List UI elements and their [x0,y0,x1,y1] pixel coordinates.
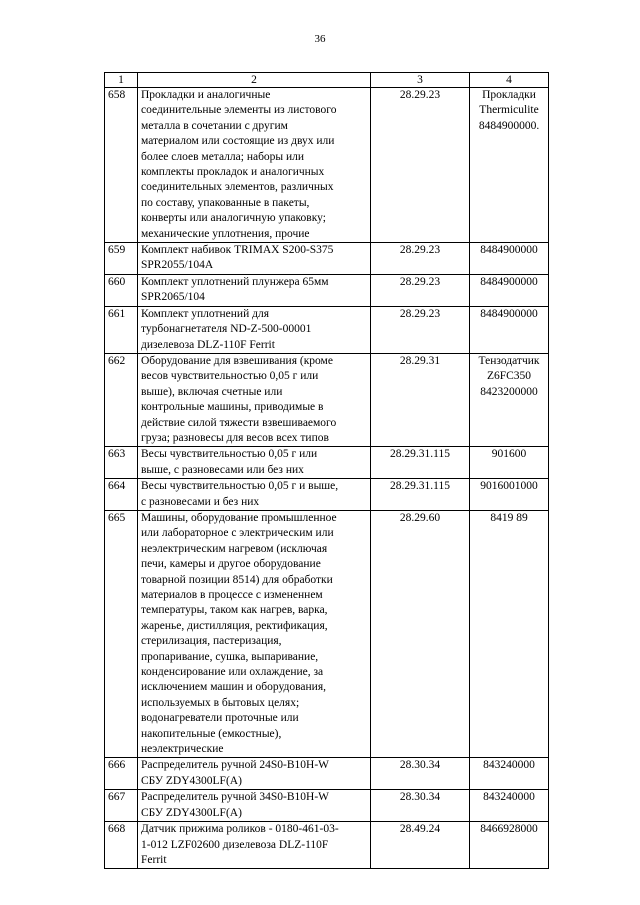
row-number: 663 [105,447,138,479]
row-description [138,88,371,243]
row-okpd-code-line: 28.29.60 [399,511,441,524]
header-cell-1: 1 [105,73,138,88]
row-description [138,822,371,869]
row-okpd-code-line: 28.30.34 [399,759,441,772]
row-description-line: накопительные (емкостные), [141,727,282,740]
row-okpd-code [371,88,470,243]
row-number: 658 [105,88,138,243]
row-description-line: SPR2055/104A [141,259,214,272]
row-description-line: выше), включая счетные или [141,385,283,398]
row-description-line: Комплект уплотнений для [141,307,269,320]
row-tnved-code [470,243,549,275]
row-tnved-code-line: 8484900000 [480,275,538,288]
row-number: 668 [105,822,138,869]
row-tnved-code-line: Z6FC350 [486,370,532,383]
row-description-line: товарной позиции 8514) для обработки [141,573,333,586]
row-tnved-code-line: Тензодатчик [478,354,540,367]
header-row [105,73,549,88]
row-description-line: материалом или состоящие из двух или [141,135,335,148]
row-description [138,447,371,479]
row-okpd-code-line: 28.29.31 [399,354,441,367]
row-number: 664 [105,479,138,511]
table-body [105,73,549,869]
row-description-line: соединительные элементы из листового [141,104,337,117]
row-number: 662 [105,353,138,446]
row-number: 666 [105,758,138,790]
row-okpd-code-line: 28.29.23 [399,89,441,101]
row-description-line: металла в сочетании с другим [141,119,288,132]
row-description [138,243,371,275]
row-description [138,353,371,446]
row-description-line: конденсирование или охлаждение, за [141,666,324,679]
row-description-line: Комплект уплотнений плунжера 65мм [141,275,329,288]
row-description-line: жаренье, дистилляция, ректификация, [141,619,328,632]
header-cell-3: 3 [371,73,470,88]
table-row [105,447,549,479]
row-description-line: Весы чувствительностью 0,05 г или [141,448,318,461]
row-description-line: выше, с разновесами или без них [141,463,304,476]
row-description-line: Прокладки и аналогичные [141,89,271,101]
row-tnved-code-line: 843240000 [483,759,535,772]
row-tnved-code [470,758,549,790]
row-tnved-code [470,822,549,869]
row-tnved-code [470,447,549,479]
row-description [138,479,371,511]
row-description-line: механические уплотнения, прочие [141,227,310,240]
row-description-line: СБУ ZDY4300LF(A) [141,774,242,787]
row-tnved-code [470,510,549,758]
row-okpd-code-line: 28.30.34 [399,791,441,804]
row-tnved-code-line: 9016001000 [480,480,538,493]
row-tnved-code [470,274,549,306]
row-description [138,790,371,822]
row-okpd-code [371,790,470,822]
row-okpd-code-line: 28.29.31.115 [390,480,450,493]
row-description-line: весов чувствительностью 0,05 г или [141,370,319,383]
row-tnved-code-line: 8484900000 [480,244,538,257]
row-okpd-code [371,447,470,479]
table-row [105,274,549,306]
row-description-line: комплекты прокладок и аналогичных [141,166,325,179]
row-tnved-code-line: 8423200000 [480,385,538,398]
row-tnved-code-line: Прокладки [482,89,536,101]
row-description-line: действие силой тяжести взвешиваемого [141,416,337,429]
header-cell-2: 2 [138,73,371,88]
row-okpd-code-line: 28.29.23 [399,275,441,288]
row-description-line: СБУ ZDY4300LF(A) [141,806,242,819]
row-tnved-code [470,306,549,353]
table-row [105,790,549,822]
document-table [104,72,549,869]
table-row [105,353,549,446]
row-description [138,306,371,353]
row-number: 660 [105,274,138,306]
row-tnved-code [470,790,549,822]
row-tnved-code-line: 901600 [491,448,527,461]
header-cell-4: 4 [470,73,549,88]
row-description-line: контрольные машины, приводимые в [141,401,324,414]
row-number: 659 [105,243,138,275]
row-description-line: или лабораторное с электрическим или [141,527,334,540]
row-description-line: неэлектрические [141,743,224,756]
row-description-line: конверты или аналогичную упаковку; [141,212,326,225]
row-description-line: исключением машин и оборудования, [141,681,326,694]
row-description-line: используемых в бытовых целях; [141,696,300,709]
row-tnved-code [470,353,549,446]
row-description [138,510,371,758]
page-number: 36 [314,33,326,45]
row-description-line: материалов в процессе с измененнем [141,589,323,601]
row-description-line: Ferrit [141,853,167,866]
table-row [105,758,549,790]
table-row [105,822,549,869]
row-okpd-code-line: 28.49.24 [399,823,441,836]
row-description-line: груза; разновесы для весов всех типов [141,431,329,444]
row-description-line: с разновесами и без них [141,495,260,508]
table-row [105,243,549,275]
row-description-line: соединительных элементов, различных [141,181,334,194]
row-description [138,274,371,306]
row-okpd-code [371,758,470,790]
row-description-line: 1-012 LZF02600 дизелевоза DLZ-110F [141,838,329,851]
row-description-line: Распределитель ручной 34S0-B10H-W [141,791,329,804]
row-description-line: по составу, упакованные в пакеты, [141,196,310,209]
row-description-line: Комплект набивок TRIMAX S200-S375 [141,244,334,257]
row-tnved-code-line: 8419 89 [490,511,528,524]
row-description-line: печи, камеры и другое оборудование [141,558,321,571]
row-tnved-code-line: Thermiculite [479,104,539,117]
table-row [105,510,549,758]
row-tnved-code-line: 8484900000 [480,307,538,320]
row-description-line: Датчик прижима роликов - 0180-461-03- [141,823,339,836]
row-description [138,758,371,790]
row-tnved-code-line: 843240000 [483,791,535,804]
row-description-line: неэлектрическим нагревом (исключая [141,542,328,555]
row-description-line: температуры, таком как нагрев, варка, [141,604,328,617]
row-okpd-code [371,353,470,446]
row-tnved-code-line: 8466928000 [480,823,538,836]
table-row [105,479,549,511]
row-okpd-code-line: 28.29.31.115 [390,448,450,461]
row-description-line: пропаривание, сушка, выпаривание, [141,650,319,663]
row-description-line: более слоев металла; наборы или [141,150,305,163]
row-number: 665 [105,510,138,758]
row-description-line: дизелевоза DLZ-110F Ferrit [141,338,275,351]
row-description-line: Распределитель ручной 24S0-B10H-W [141,759,329,772]
row-okpd-code [371,479,470,511]
row-tnved-code [470,88,549,243]
row-okpd-code [371,306,470,353]
row-description-line: Машины, оборудование промышленное [141,511,337,524]
row-description-line: SPR2065/104 [141,291,205,304]
row-okpd-code-line: 28.29.23 [399,307,441,320]
row-okpd-code-line: 28.29.23 [399,244,441,257]
row-number: 667 [105,790,138,822]
row-okpd-code [371,822,470,869]
row-description-line: водонагреватели проточные или [141,712,299,725]
row-description-line: турбонагнетателя ND-Z-500-00001 [141,323,312,336]
row-okpd-code [371,274,470,306]
table-row [105,306,549,353]
row-description-line: стерилизация, пастеризация, [141,635,282,648]
table-row [105,88,549,243]
row-tnved-code-line: 8484900000. [478,119,540,132]
row-okpd-code [371,510,470,758]
row-description-line: Оборудование для взвешивания (кроме [141,354,333,367]
row-description-line: Весы чувствительностью 0,05 г и выше, [141,480,339,493]
row-number: 661 [105,306,138,353]
row-tnved-code [470,479,549,511]
row-okpd-code [371,243,470,275]
